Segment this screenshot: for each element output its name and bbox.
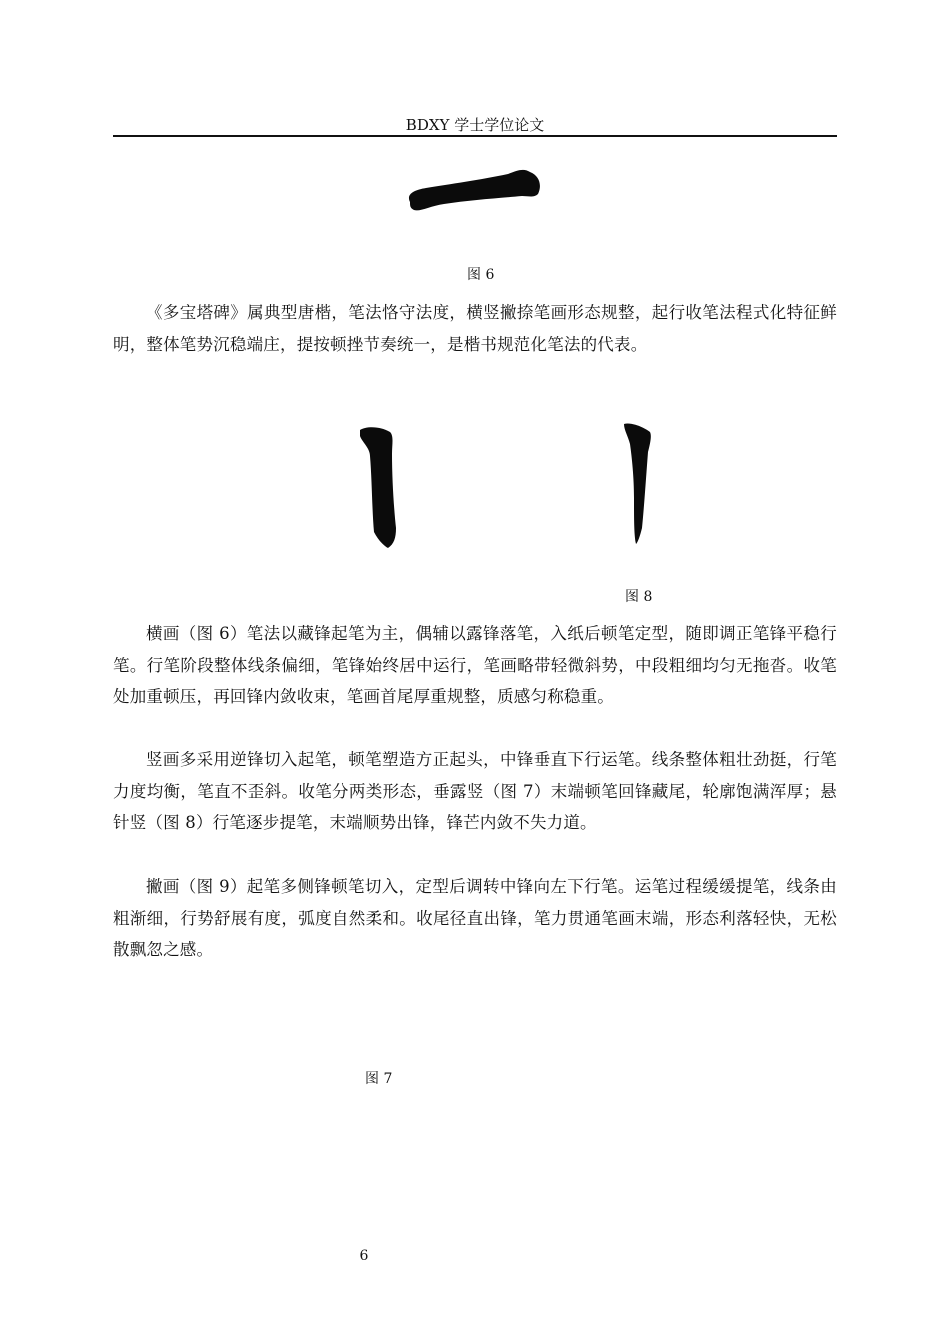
paragraph-4: 撇画（图 9）起笔多侧锋顿笔切入，定型后调转中锋向左下行笔。运笔过程缓缓提笔，线条由粗渐细，行势舒展有度，弧度自然柔和。收尾径直出锋，笔力贯通笔画末端，形态利落轻快，无松散飘忽之感。: [113, 877, 837, 959]
running-header: BDXY 学士学位论文: [405, 116, 545, 134]
figure-7-caption: 图 7: [365, 1071, 393, 1087]
figure-8-caption: 图 8: [625, 589, 653, 605]
figure-6-horizontal-stroke: [400, 160, 550, 220]
page-number: 6: [359, 1248, 369, 1264]
figure-8-suspended-needle-vertical: [612, 418, 662, 548]
paragraph-3: 竖画多采用逆锋切入起笔，顿笔塑造方正起头，中锋垂直下行运笔。线条整体粗壮劲挺，行笔力度均衡，笔直不歪斜。收笔分两类形态，垂露竖（图 7）末端顿笔回锋藏尾，轮廓饱满浑厚；悬针竖（图 8）行笔逐步提笔，末端顺势出锋，锋芒内敛不失力道。: [113, 750, 837, 832]
header-rule: [113, 135, 837, 137]
figure-6-caption: 图 6: [467, 267, 495, 283]
paragraph-1: 《多宝塔碑》属典型唐楷，笔法恪守法度，横竖撇捺笔画形态规整，起行收笔法程式化特征鲜明，整体笔势沉稳端庄，提按顿挫节奏统一，是楷书规范化笔法的代表。: [113, 303, 837, 354]
figure-7-hanging-dew-vertical: [350, 420, 410, 555]
paragraph-2: 横画（图 6）笔法以藏锋起笔为主，偶辅以露锋落笔，入纸后顿笔定型，随即调正笔锋平稳行笔。行笔阶段整体线条偏细，笔锋始终居中运行，笔画略带轻微斜势，中段粗细均匀无拖沓。收笔处加重顿压，再回锋内敛收束，笔画首尾厚重规整，质感匀称稳重。: [113, 624, 837, 706]
